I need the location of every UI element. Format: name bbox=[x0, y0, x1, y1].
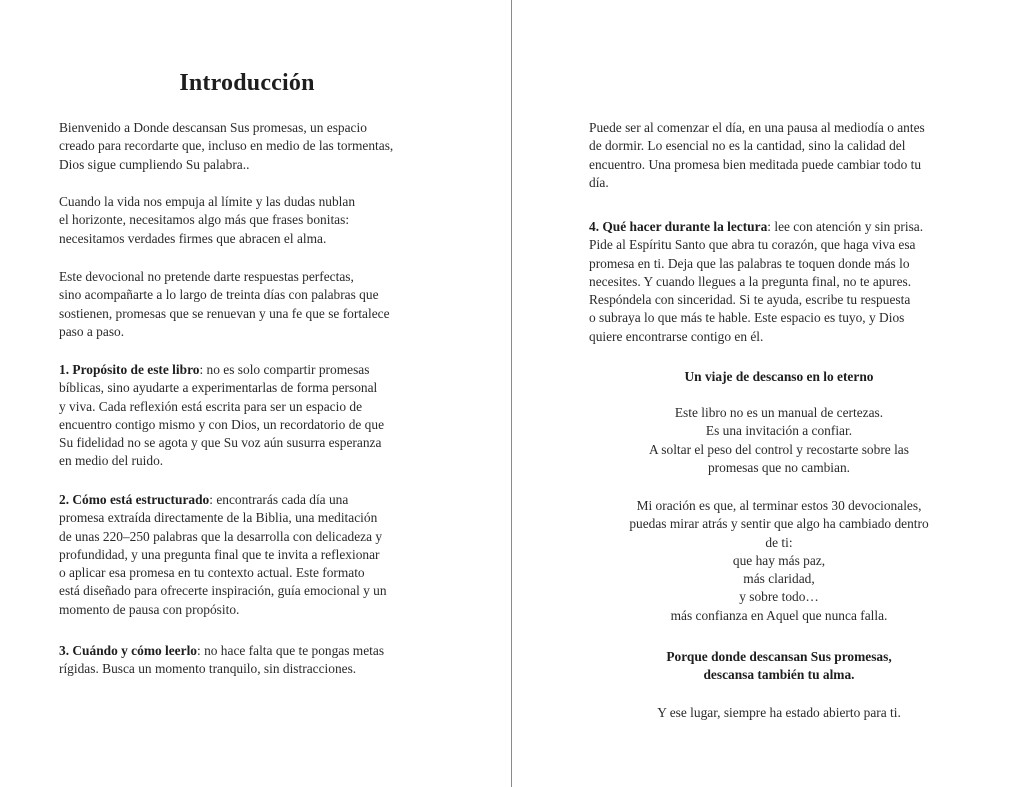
text-line: bíblicas, sino ayudarte a experimentarlas de forma personal bbox=[59, 380, 378, 396]
text-line: A soltar el peso del control y recostarte sobre las bbox=[649, 441, 909, 457]
text-line bbox=[59, 361, 449, 379]
text-line: descansa también tu alma. bbox=[703, 667, 855, 683]
text-line: paso a paso. bbox=[59, 323, 125, 339]
text-line: más confianza en Aquel que nunca falla. bbox=[670, 607, 888, 623]
text-line: Este libro no es un manual de certezas. bbox=[674, 405, 884, 420]
intro-paragraph-3 bbox=[59, 268, 449, 341]
intro-paragraph-1 bbox=[59, 119, 449, 174]
text-line: momento de pausa con propósito. bbox=[59, 601, 240, 617]
text-line: Cuando la vida nos empuja al límite y las dudas nublan bbox=[59, 194, 356, 209]
text-line: rígidas. Busca un momento tranquilo, sin distracciones. bbox=[59, 661, 357, 677]
text-line: encuentro contigo mismo y con Dios, un recordatorio de que bbox=[59, 416, 385, 432]
text-line: encuentro. Una promesa bien meditada puede cambiar todo tu bbox=[589, 156, 922, 172]
text-line: promesa extraída directamente de la Biblia, una meditación bbox=[59, 510, 378, 526]
text-line: el horizonte, necesitamos algo más que frases bonitas: bbox=[59, 212, 350, 228]
text-line: o aplicar esa promesa en tu contexto actual. Este formato bbox=[59, 565, 365, 581]
text-line: Bienvenido a Donde descansan Sus promesas, un espacio bbox=[59, 120, 367, 135]
section-heading: 3. Cuándo y cómo leerlo bbox=[59, 643, 197, 658]
text-line: necesitamos verdades firmes que abracen el alma. bbox=[59, 230, 327, 246]
text-line: Su fidelidad no se agota y que Su voz aún susurra esperanza bbox=[59, 435, 382, 451]
text-line: y sobre todo… bbox=[739, 589, 819, 605]
text-line: en medio del ruido. bbox=[59, 453, 164, 469]
text-line: está diseñado para ofrecerte inspiración, guía emocional y un bbox=[59, 583, 387, 599]
text-fragment: : lee con atención y sin prisa. bbox=[767, 219, 924, 234]
section-during-reading bbox=[589, 218, 969, 346]
text-line: promesa en ti. Deja que las palabras te toquen donde más lo bbox=[589, 255, 910, 271]
text-line: que hay más paz, bbox=[732, 552, 826, 568]
text-line: necesites. Y cuando llegues a la pregunta final, no te apures. bbox=[589, 273, 912, 289]
page-title: Introducción bbox=[179, 70, 315, 96]
text-fragment: : no hace falta que te pongas metas bbox=[197, 643, 385, 658]
section-heading: 4. Qué hacer durante la lectura bbox=[589, 219, 768, 234]
text-fragment: : no es solo compartir promesas bbox=[199, 362, 370, 377]
text-line: puedas mirar atrás y sentir que algo ha cambiado dentro bbox=[629, 516, 929, 532]
section-subheading: Un viaje de descanso en lo eterno bbox=[684, 369, 874, 384]
section-structure bbox=[59, 491, 449, 619]
text-line: de dormir. Lo esencial no es la cantidad, sino la calidad del bbox=[589, 138, 906, 154]
final-line: Y ese lugar, siempre ha estado abierto para ti. bbox=[657, 705, 901, 720]
right-page bbox=[589, 0, 969, 787]
text-line: más claridad, bbox=[743, 571, 815, 587]
intro-paragraph-2 bbox=[59, 193, 449, 248]
text-line: Respóndela con sinceridad. Si te ayuda, escribe tu respuesta bbox=[589, 292, 911, 308]
text-line: creado para recordarte que, incluso en medio de las tormentas, bbox=[59, 138, 394, 154]
text-line bbox=[589, 218, 969, 236]
section-when-how bbox=[59, 642, 449, 679]
text-fragment: : encontrarás cada día una bbox=[209, 492, 349, 507]
text-line: promesas que no cambian. bbox=[707, 459, 851, 475]
closing-statement bbox=[589, 648, 969, 685]
text-line: Pide al Espíritu Santo que abra tu corazón, que haga viva esa bbox=[589, 237, 916, 253]
continuation-paragraph bbox=[589, 119, 969, 192]
text-line bbox=[59, 642, 449, 660]
text-line: quiere encontrarse contigo en él. bbox=[589, 328, 764, 344]
text-line: o subraya lo que más te hable. Este espacio es tuyo, y Dios bbox=[589, 310, 905, 326]
page-spine-divider bbox=[511, 0, 512, 787]
left-page bbox=[59, 0, 449, 787]
text-line: sostienen, promesas que se renuevan y una fe que se fortalece bbox=[59, 305, 390, 321]
section-heading: 1. Propósito de este libro bbox=[59, 362, 200, 377]
section-purpose bbox=[59, 361, 449, 471]
text-line: Porque donde descansan Sus promesas, bbox=[666, 649, 892, 664]
text-line: y viva. Cada reflexión está escrita para ser un espacio de bbox=[59, 398, 363, 414]
text-line: profundidad, y una pregunta final que te invita a reflexionar bbox=[59, 546, 380, 562]
text-line: día. bbox=[589, 174, 609, 190]
text-line: de ti: bbox=[765, 534, 793, 550]
text-line: de unas 220–250 palabras que la desarrolla con delicadeza y bbox=[59, 528, 383, 544]
section-heading: 2. Cómo está estructurado bbox=[59, 492, 210, 507]
text-line bbox=[59, 491, 449, 509]
text-line: Es una invitación a confiar. bbox=[705, 423, 853, 439]
centered-paragraph-1 bbox=[589, 404, 969, 477]
text-line: Puede ser al comenzar el día, en una pausa al mediodía o antes bbox=[589, 120, 925, 135]
text-line: Dios sigue cumpliendo Su palabra.. bbox=[59, 156, 250, 172]
text-line: Este devocional no pretende darte respuestas perfectas, bbox=[59, 269, 354, 284]
text-line: sino acompañarte a lo largo de treinta días con palabras que bbox=[59, 287, 379, 303]
text-line: Mi oración es que, al terminar estos 30 devocionales, bbox=[636, 498, 922, 513]
centered-paragraph-2 bbox=[589, 497, 969, 625]
